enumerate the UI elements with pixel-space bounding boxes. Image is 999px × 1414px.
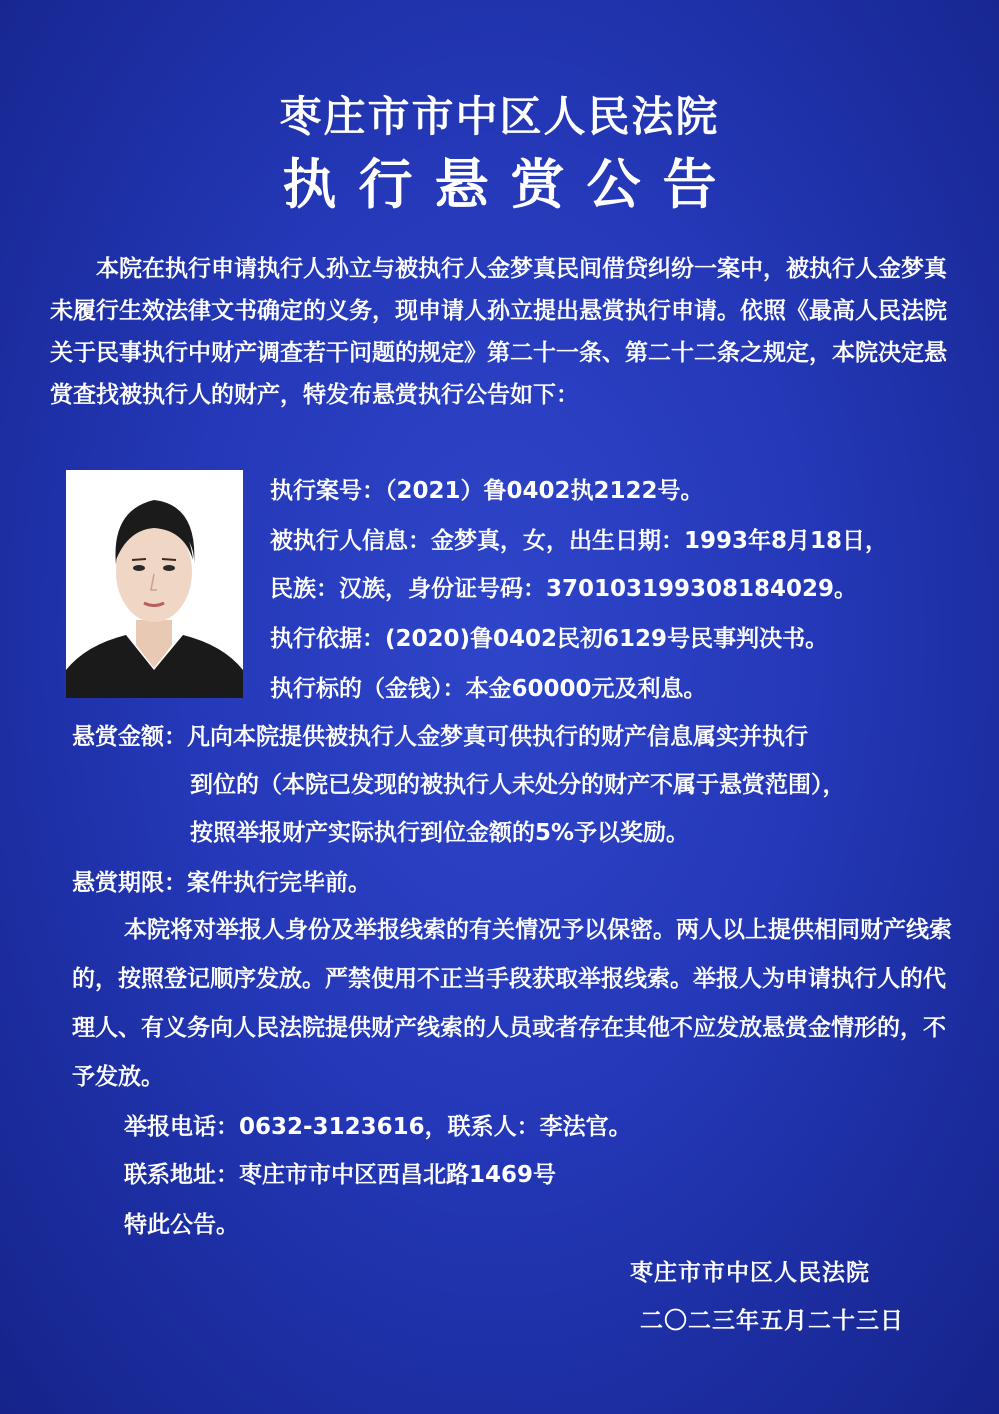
contact-address: 联系地址：枣庄市市中区西昌北路1469号 <box>124 1162 557 1188</box>
signature-date: 二〇二三年五月二十三日 <box>640 1308 904 1334</box>
execution-target: 执行标的（金钱）：本金60000元及利息。 <box>270 676 707 702</box>
reward-amount-line-2: 到位的（本院已发现的被执行人未处分的财产不属于悬赏范围）， <box>190 772 846 798</box>
closing-statement: 特此公告。 <box>124 1212 239 1238</box>
notice-title: 执行悬赏公告 <box>282 152 739 216</box>
court-name-heading: 枣庄市市中区人民法院 <box>279 92 720 141</box>
reward-period: 悬赏期限：案件执行完毕前。 <box>72 870 371 896</box>
reward-amount-line-3: 按照举报财产实际执行到位金额的5%予以奖励。 <box>190 820 690 846</box>
person-info-line-2: 民族：汉族，身份证号码：370103199308184029。 <box>270 576 858 602</box>
person-portrait-image <box>66 470 243 698</box>
signature-court: 枣庄市市中区人民法院 <box>630 1260 870 1286</box>
case-number: 执行案号：（2021）鲁0402执2122号。 <box>270 478 704 504</box>
confidentiality-paragraph: 本院将对举报人身份及举报线索的有关情况予以保密。两人以上提供相同财产线索的，按照登记顺序发放。严禁使用不正当手段获取举报线索。举报人为申请执行人的代理人、有义务向人民法院提供财产线索的人员或者存在其他不应发放悬赏金情形的，不予发放。 <box>72 917 952 1090</box>
reward-amount-line-1: 悬赏金额：凡向本院提供被执行人金梦真可供执行的财产信息属实并执行 <box>72 724 808 750</box>
person-info-line-1: 被执行人信息：金梦真，女，出生日期：1993年8月18日， <box>270 528 889 554</box>
intro-paragraph: 本院在执行申请执行人孙立与被执行人金梦真民间借贷纠纷一案中，被执行人金梦真未履行生效法律文书确定的义务，现申请人孙立提出悬赏执行申请。依照《最高人民法院关于民事执行中财产调查若干问题的规定》第二十一条、第二十二条之规定，本院决定悬赏查找被执行人的财产，特发布悬赏执行公告如下： <box>50 256 947 408</box>
report-phone: 举报电话：0632-3123616，联系人：李法官。 <box>124 1114 632 1140</box>
execution-basis: 执行依据：(2020)鲁0402民初6129号民事判决书。 <box>270 626 829 652</box>
person-photo <box>66 470 243 698</box>
